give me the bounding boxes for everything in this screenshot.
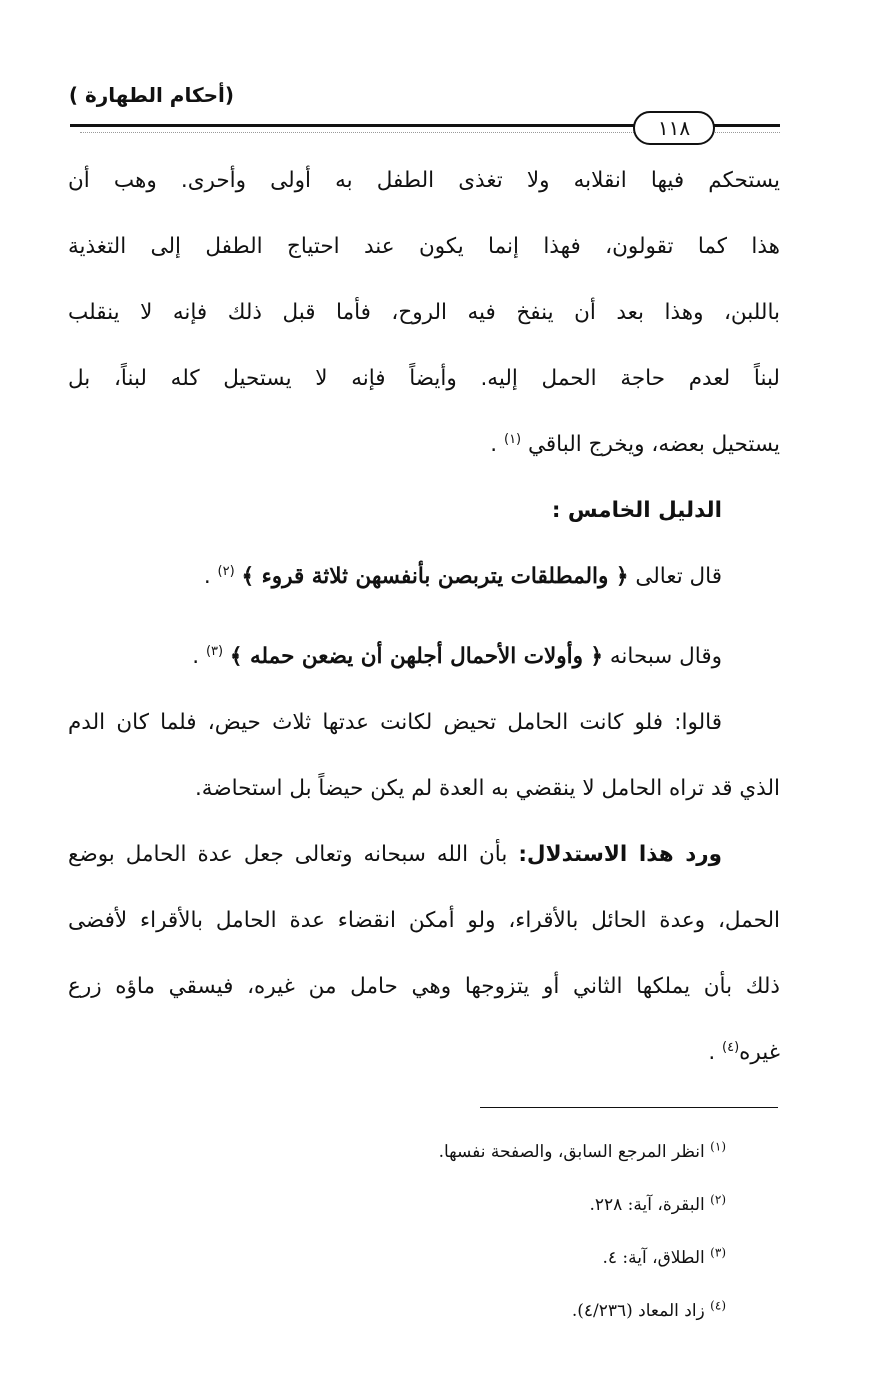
text-line <box>68 412 780 478</box>
main-text <box>68 148 780 1086</box>
verse-intro: وقال سبحانه <box>603 644 722 669</box>
quran-verse: ﴿ والمطلقات يتربصن بأنفسهن ثلاثة قروء ﴾ <box>241 564 629 589</box>
footnote-text: انظر المرجع السابق، والصفحة نفسها. <box>438 1142 711 1162</box>
text-line <box>68 822 780 888</box>
footnote-ref-2[interactable]: (٢) <box>217 563 235 579</box>
footnote-2 <box>300 1179 726 1232</box>
quran-verse: ﴿ وأولات الأحمال أجلهن أن يضعن حمله ﴾ <box>229 644 604 669</box>
paragraph-end-punctuation: . <box>490 432 498 457</box>
text-line: لبناً لعدم حاجة الحمل إليه. وأيضاً فإنه لا يستحيل كله لبناً، بل <box>68 366 780 391</box>
verse-end-punctuation: . <box>192 644 200 669</box>
footnote-ref-3[interactable]: (٣) <box>205 643 224 659</box>
verse-line-2 <box>68 624 780 690</box>
paragraph-end-text: غيره <box>739 1040 780 1065</box>
text-line: يستحكم فيها انقلابه ولا تغذى الطفل به أولى وأحرى. وهب أن <box>68 168 780 193</box>
text-span: بأن الله سبحانه وتعالى جعل عدة الحامل بوضع <box>68 842 519 867</box>
footnote-mark: (٤) <box>710 1298 726 1313</box>
refutation-label: ورد هذا الاستدلال: <box>518 842 723 867</box>
paragraph-end-text: يستحيل بعضه، ويخرج الباقي <box>527 432 780 457</box>
footnote-separator <box>480 1107 778 1108</box>
page-number: ١١٨ <box>657 116 691 140</box>
running-header-title: (أحكام الطهارة ) <box>68 83 234 107</box>
footnote-1 <box>300 1126 726 1179</box>
footnote-ref-4[interactable]: (٤) <box>722 1039 740 1055</box>
section-heading: الدليل الخامس : <box>551 498 722 523</box>
text-line <box>68 1020 780 1086</box>
footnote-mark: (٢) <box>710 1192 726 1207</box>
footnote-mark: (٣) <box>710 1245 726 1260</box>
verse-intro: قال تعالى <box>628 564 722 589</box>
verse-end-punctuation: . <box>203 564 211 589</box>
footnote-text: الطلاق، آية: ٤. <box>602 1248 711 1268</box>
text-line: الحمل، وعدة الحائل بالأقراء، ولو أمكن انقضاء عدة الحامل بالأقراء لأفضى <box>68 908 780 933</box>
footnote-text: زاد المعاد (٤/٢٣٦). <box>571 1301 711 1321</box>
footnote-text: البقرة، آية: ٢٢٨. <box>589 1195 711 1215</box>
verse-line-1 <box>68 544 780 610</box>
paragraph-end-punctuation: . <box>708 1040 722 1065</box>
text-line: هذا كما تقولون، فهذا إنما يكون عند احتياج الطفل إلى التغذية <box>68 234 780 259</box>
text-line: قالوا: فلو كانت الحامل تحيض لكانت عدتها ثلاث حيض، فلما كان الدم <box>68 710 722 735</box>
footnotes <box>300 1126 726 1338</box>
page-number-badge <box>633 111 715 145</box>
text-line: ذلك بأن يملكها الثاني أو يتزوجها وهي حامل من غيره، فيسقي ماؤه زرع <box>68 974 780 999</box>
footnote-ref-1[interactable]: (١) <box>503 431 522 447</box>
text-line: الذي قد تراه الحامل لا ينقضي به العدة لم يكن حيضاً بل استحاضة. <box>194 776 780 801</box>
footnote-3 <box>300 1232 726 1285</box>
footnote-4 <box>300 1285 726 1338</box>
footnote-mark: (١) <box>710 1139 726 1154</box>
text-line: باللبن، وهذا بعد أن ينفخ فيه الروح، فأما قبل ذلك فإنه لا ينقلب <box>68 300 780 325</box>
